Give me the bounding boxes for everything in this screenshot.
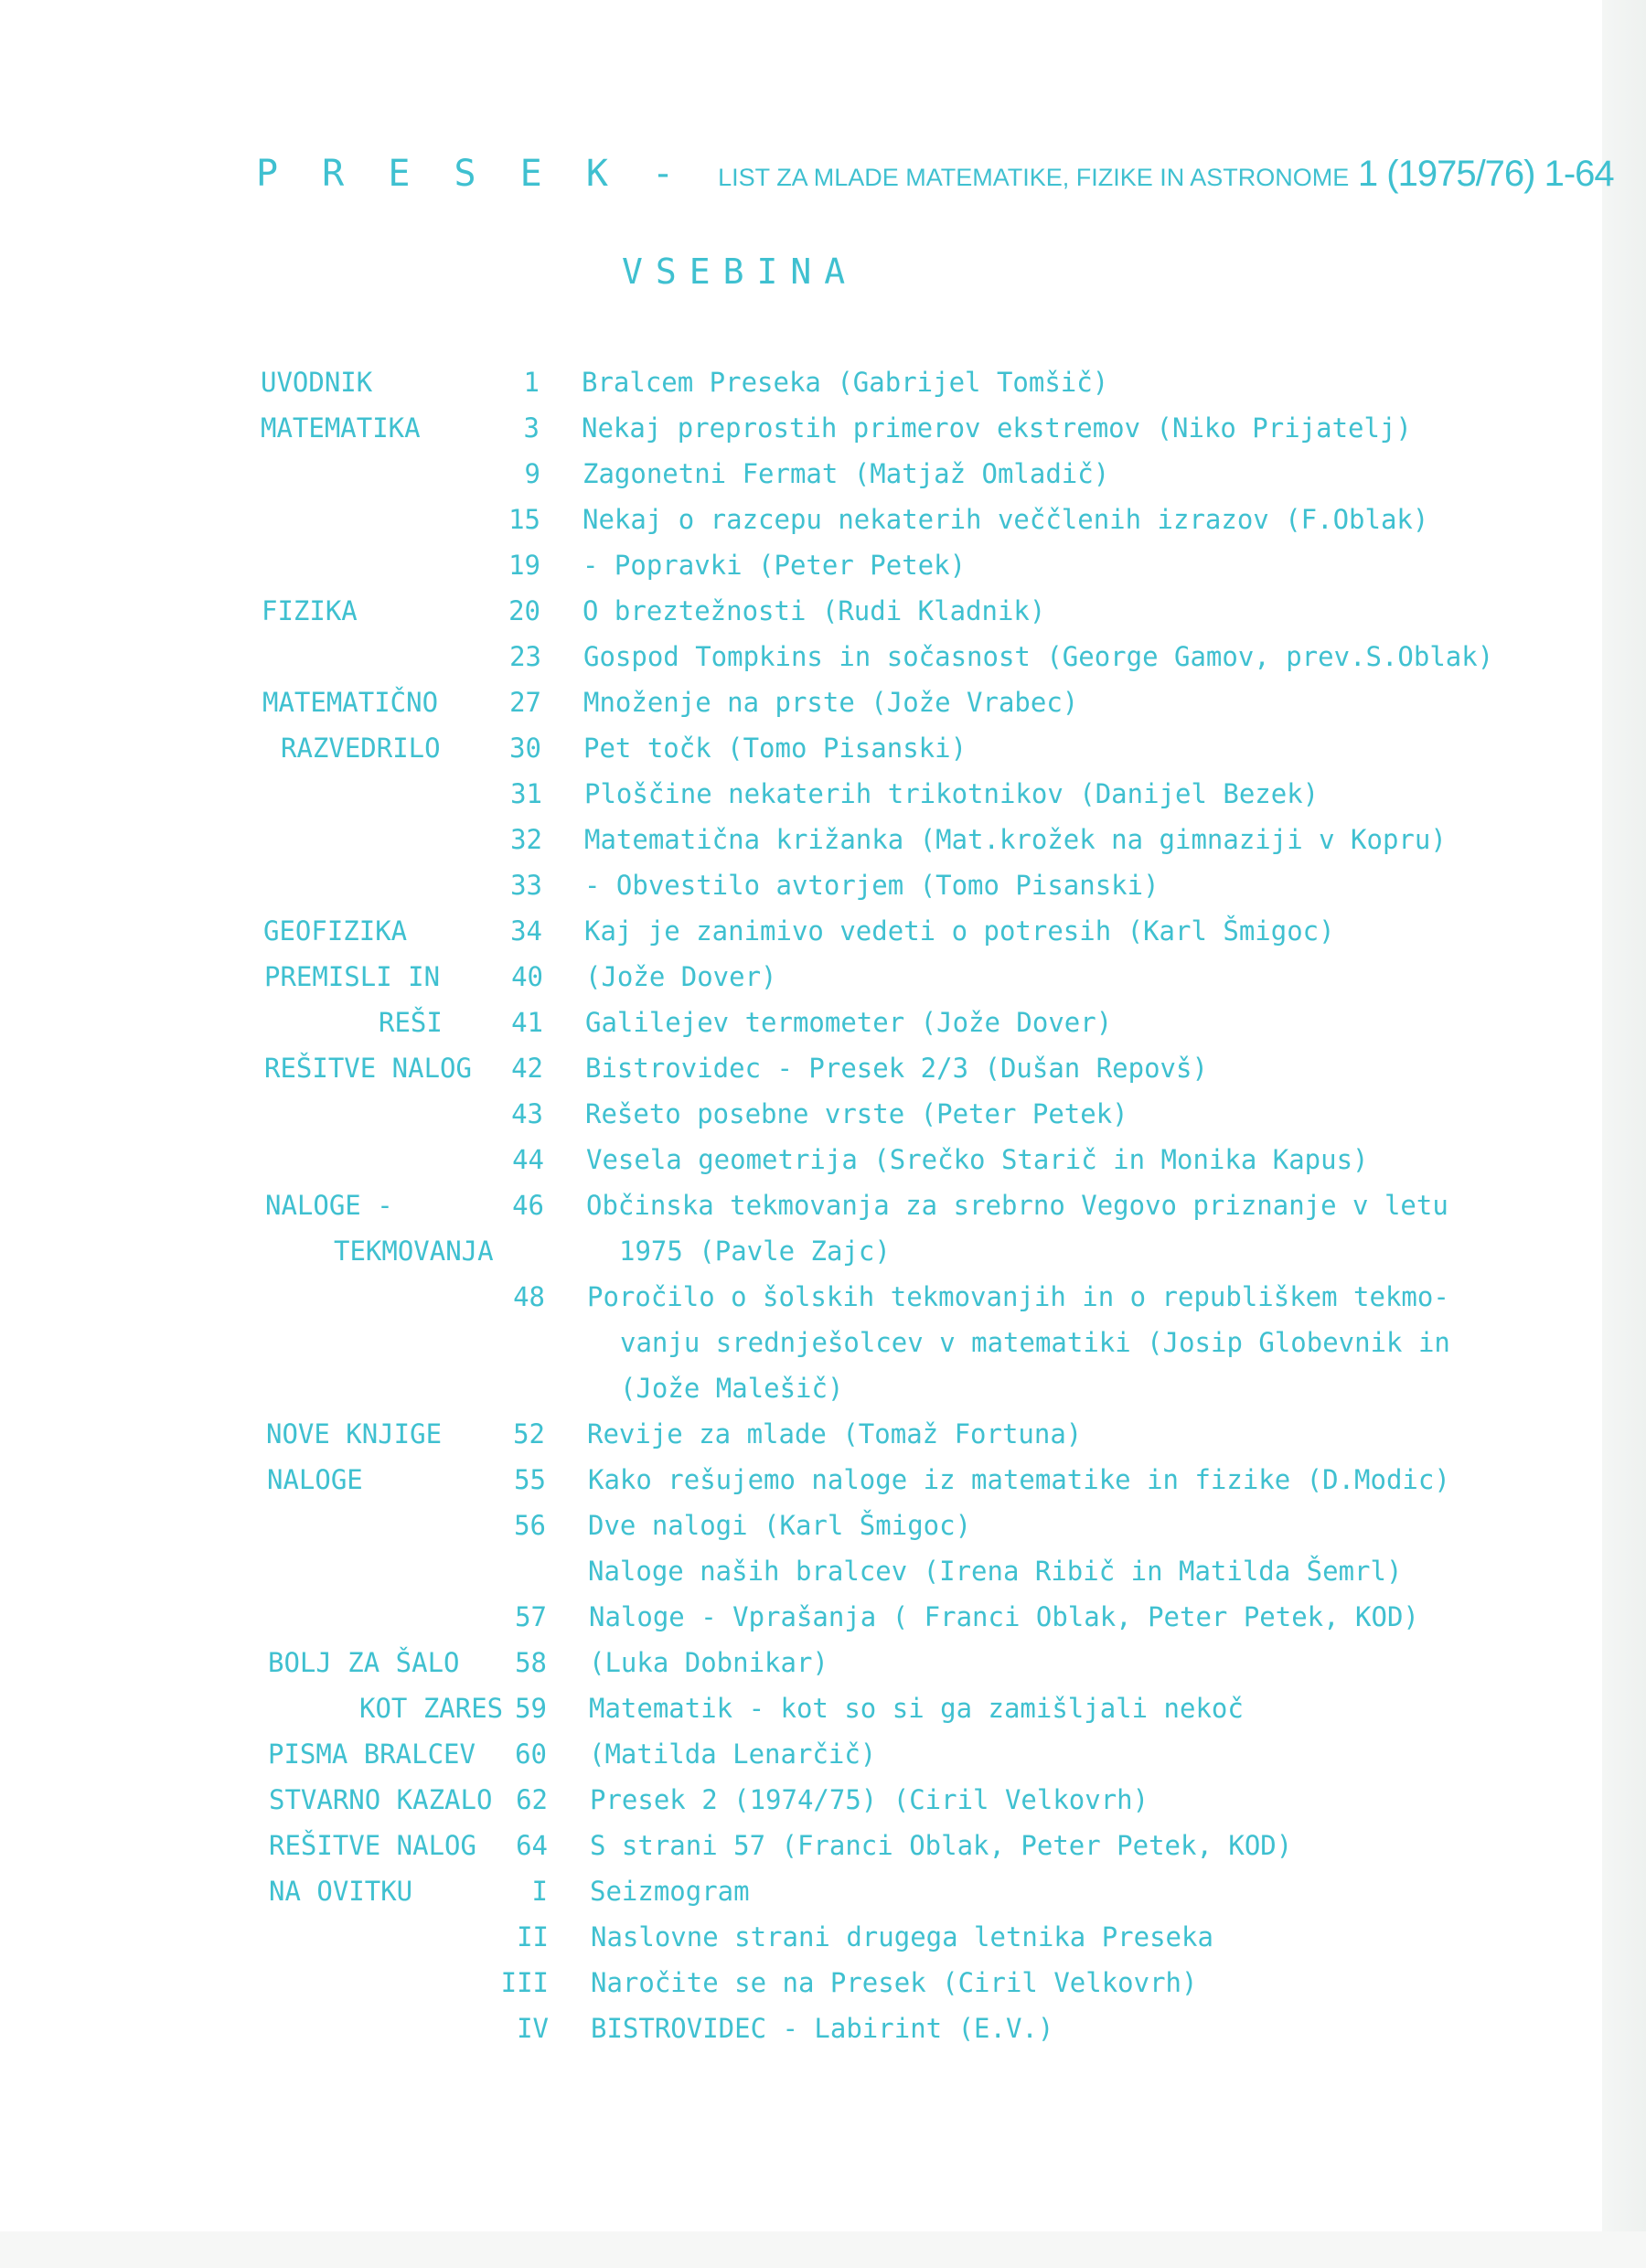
toc-article-title: Občinska tekmovanja za srebrno Vegovo priznanje v letu [586,1190,1448,1221]
toc-page-number: 59 [515,1693,547,1724]
toc-page-number: 9 [524,458,540,489]
toc-article-title: Poročilo o šolskih tekmovanjih in o republiškem tekmo- [587,1281,1449,1312]
toc-article-title: - Obvestilo avtorjem (Tomo Pisanski) [584,870,1160,901]
toc-row [0,410,1555,446]
toc-article-title: Naslovne strani drugega letnika Preseka [591,1921,1213,1952]
toc-article-title: O breztežnosti (Rudi Kladnik) [583,595,1046,626]
toc-section-label: PISMA BRALCEV [268,1738,476,1770]
toc-page-number: 41 [511,1007,543,1038]
toc-page-number: 42 [511,1053,543,1084]
masthead-dash: - [618,153,719,195]
toc-row [0,867,1555,904]
toc-article-title: Nekaj o razcepu nekaterih veččlenih izrazov (F.Oblak) [583,504,1429,535]
toc-page-number: 20 [508,595,540,626]
toc-article-title: Kako rešujemo naloge iz matematike in fizike (D.Modic) [588,1464,1450,1495]
toc-page-number: 43 [511,1098,543,1129]
toc-row [0,821,1555,858]
toc-page-number: 1 [523,367,540,398]
toc-row [0,1507,1555,1544]
toc-row [0,1141,1555,1178]
toc-section-label: NOVE KNJIGE [266,1418,443,1450]
toc-row [0,1187,1555,1224]
toc-row [0,1324,1555,1361]
toc-section-label: PREMISLI IN [264,961,441,992]
toc-section-label: TEKMOVANJA [334,1236,494,1267]
toc-section-label: BOLJ ZA ŠALO [268,1647,460,1678]
toc-article-title: Bralcem Preseka (Gabrijel Tomšič) [582,367,1109,398]
toc-section-label: MATEMATIKA [261,412,421,444]
toc-section-label: STVARNO KAZALO [269,1784,493,1815]
toc-row [0,1873,1555,1910]
toc-row [0,1233,1555,1269]
toc-row [0,730,1555,766]
toc-section-label: RAZVEDRILO [281,733,441,764]
toc-article-title: 1975 (Pavle Zajc) [619,1236,891,1267]
toc-page-number: 30 [509,733,541,764]
toc-row [0,1050,1555,1086]
toc-row [0,547,1555,583]
toc-page-number: I [531,1876,548,1907]
toc-page-number: 32 [510,824,542,855]
toc-row [0,2010,1555,2047]
toc-article-title: Seizmogram [590,1876,750,1907]
toc-page-number: 62 [516,1784,548,1815]
toc-article-title: - Popravki (Peter Petek) [583,550,967,581]
toc-article-title: Zagonetni Fermat (Matjaž Omladič) [583,458,1110,489]
toc-page-number: 3 [523,412,540,444]
toc-page-number: IV [517,2013,549,2044]
toc-page-number: 23 [509,641,541,672]
toc-article-title: Naloge - Vprašanja ( Franci Oblak, Peter Petek, KOD) [589,1601,1419,1632]
toc-section-label: GEOFIZIKA [263,915,408,947]
toc-article-title: Nekaj preprostih primerov ekstremov (Niko Prijatelj) [582,412,1412,444]
toc-page-number: 34 [510,915,542,947]
toc-article-title: Presek 2 (1974/75) (Ciril Velkovrh) [590,1784,1149,1815]
toc-article-title: Rešeto posebne vrste (Peter Petek) [585,1098,1128,1129]
toc-section-label: REŠITVE NALOG [269,1830,476,1861]
journal-name: P R E S E K [256,153,619,195]
toc-article-title: Matematik - kot so si ga zamišljali nekoč [589,1693,1244,1724]
toc-article-title: Vesela geometrija (Srečko Starič in Monika Kapus) [586,1144,1369,1175]
toc-page-number: 40 [511,961,543,992]
toc-page-number: 55 [514,1464,546,1495]
toc-page-number: 58 [515,1647,547,1678]
toc-section-label: REŠITVE NALOG [264,1053,472,1084]
toc-row [0,593,1555,629]
journal-subtitle: LIST ZA MLADE MATEMATIKE, FIZIKE IN ASTRONOME [718,164,1350,191]
toc-article-title: Kaj je zanimivo vedeti o potresih (Karl Šmigoc) [584,915,1335,947]
toc-article-title: S strani 57 (Franci Oblak, Peter Petek, KOD) [590,1830,1293,1861]
toc-page-number: 60 [515,1738,547,1770]
toc-section-label: MATEMATIČNO [262,687,439,718]
toc-article-title: Dve nalogi (Karl Šmigoc) [588,1510,972,1541]
toc-article-title: (Jože Dover) [585,961,777,992]
toc-page-number: II [517,1921,549,1952]
toc-article-title: Naročite se na Presek (Ciril Velkovrh) [591,1967,1198,1998]
toc-article-title: Gospod Tompkins in sočasnost (George Gamov, prev.S.Oblak) [583,641,1494,672]
toc-page-number: 52 [513,1418,545,1450]
toc-section-label: KOT ZARES [359,1693,504,1724]
toc-row [0,1781,1555,1818]
toc-section-label: NALOGE - [265,1190,393,1221]
toc-page-number: 33 [510,870,542,901]
toc-article-title: (Matilda Lenarčič) [589,1738,877,1770]
toc-article-title: Naloge naših bralcev (Irena Ribič in Matilda Šemrl) [588,1556,1403,1587]
issue-number: 1 (1975/76) 1-64 [1357,154,1614,194]
toc-row [0,913,1555,949]
toc-row [0,364,1555,401]
toc-section-label: UVODNIK [261,367,373,398]
toc-article-title: Revije za mlade (Tomaž Fortuna) [587,1418,1083,1450]
toc-row [0,1644,1555,1681]
toc-article-title: Galilejev termometer (Jože Dover) [585,1007,1113,1038]
toc-row [0,958,1555,995]
toc-row [0,1004,1555,1041]
toc-page-number: 44 [512,1144,544,1175]
toc-row [0,1416,1555,1452]
toc-page-number: 64 [516,1830,548,1861]
toc-article-title: Pet točk (Tomo Pisanski) [583,733,967,764]
toc-article-title: Matematična križanka (Mat.krožek na gimnaziji v Kopru) [584,824,1447,855]
toc-article-title: vanju srednješolcev v matematiki (Josip Globevnik in [620,1327,1450,1358]
toc-row [0,1736,1555,1772]
toc-row [0,501,1555,538]
toc-row [0,455,1555,492]
toc-page-number: 27 [509,687,541,718]
contents-heading: VSEBINA [622,251,859,292]
toc-page-number: 48 [513,1281,545,1312]
toc-row [0,776,1555,812]
toc-row [0,1461,1555,1498]
toc-row [0,1690,1555,1727]
toc-section-label: NALOGE [267,1464,363,1495]
toc-page-number: III [500,1967,549,1998]
toc-row [0,1827,1555,1864]
toc-page-number: 31 [510,778,542,809]
toc-row [0,684,1555,721]
toc-row [0,1278,1555,1315]
toc-article-title: Bistrovidec - Presek 2/3 (Dušan Repovš) [585,1053,1208,1084]
toc-article-title: (Jože Malešič) [620,1373,844,1404]
toc-section-label: NA OVITKU [269,1876,413,1907]
toc-section-label: REŠI [379,1007,443,1038]
toc-article-title: Množenje na prste (Jože Vrabec) [583,687,1079,718]
toc-row [0,1096,1555,1132]
toc-page-number: 57 [515,1601,547,1632]
toc-article-title: (Luka Dobnikar) [589,1647,828,1678]
toc-row [0,638,1555,675]
toc-row [0,1964,1555,2001]
toc-page-number: 19 [508,550,540,581]
toc-article-title: BISTROVIDEC - Labirint (E.V.) [591,2013,1054,2044]
toc-page-number: 46 [512,1190,544,1221]
toc-row [0,1919,1555,1955]
toc-row [0,1553,1555,1589]
toc-row [0,1599,1555,1635]
toc-page-number: 56 [514,1510,546,1541]
toc-section-label: FIZIKA [262,595,358,626]
toc-page-number: 15 [508,504,540,535]
toc-row [0,1370,1555,1407]
toc-article-title: Ploščine nekaterih trikotnikov (Danijel Bezek) [584,778,1320,809]
